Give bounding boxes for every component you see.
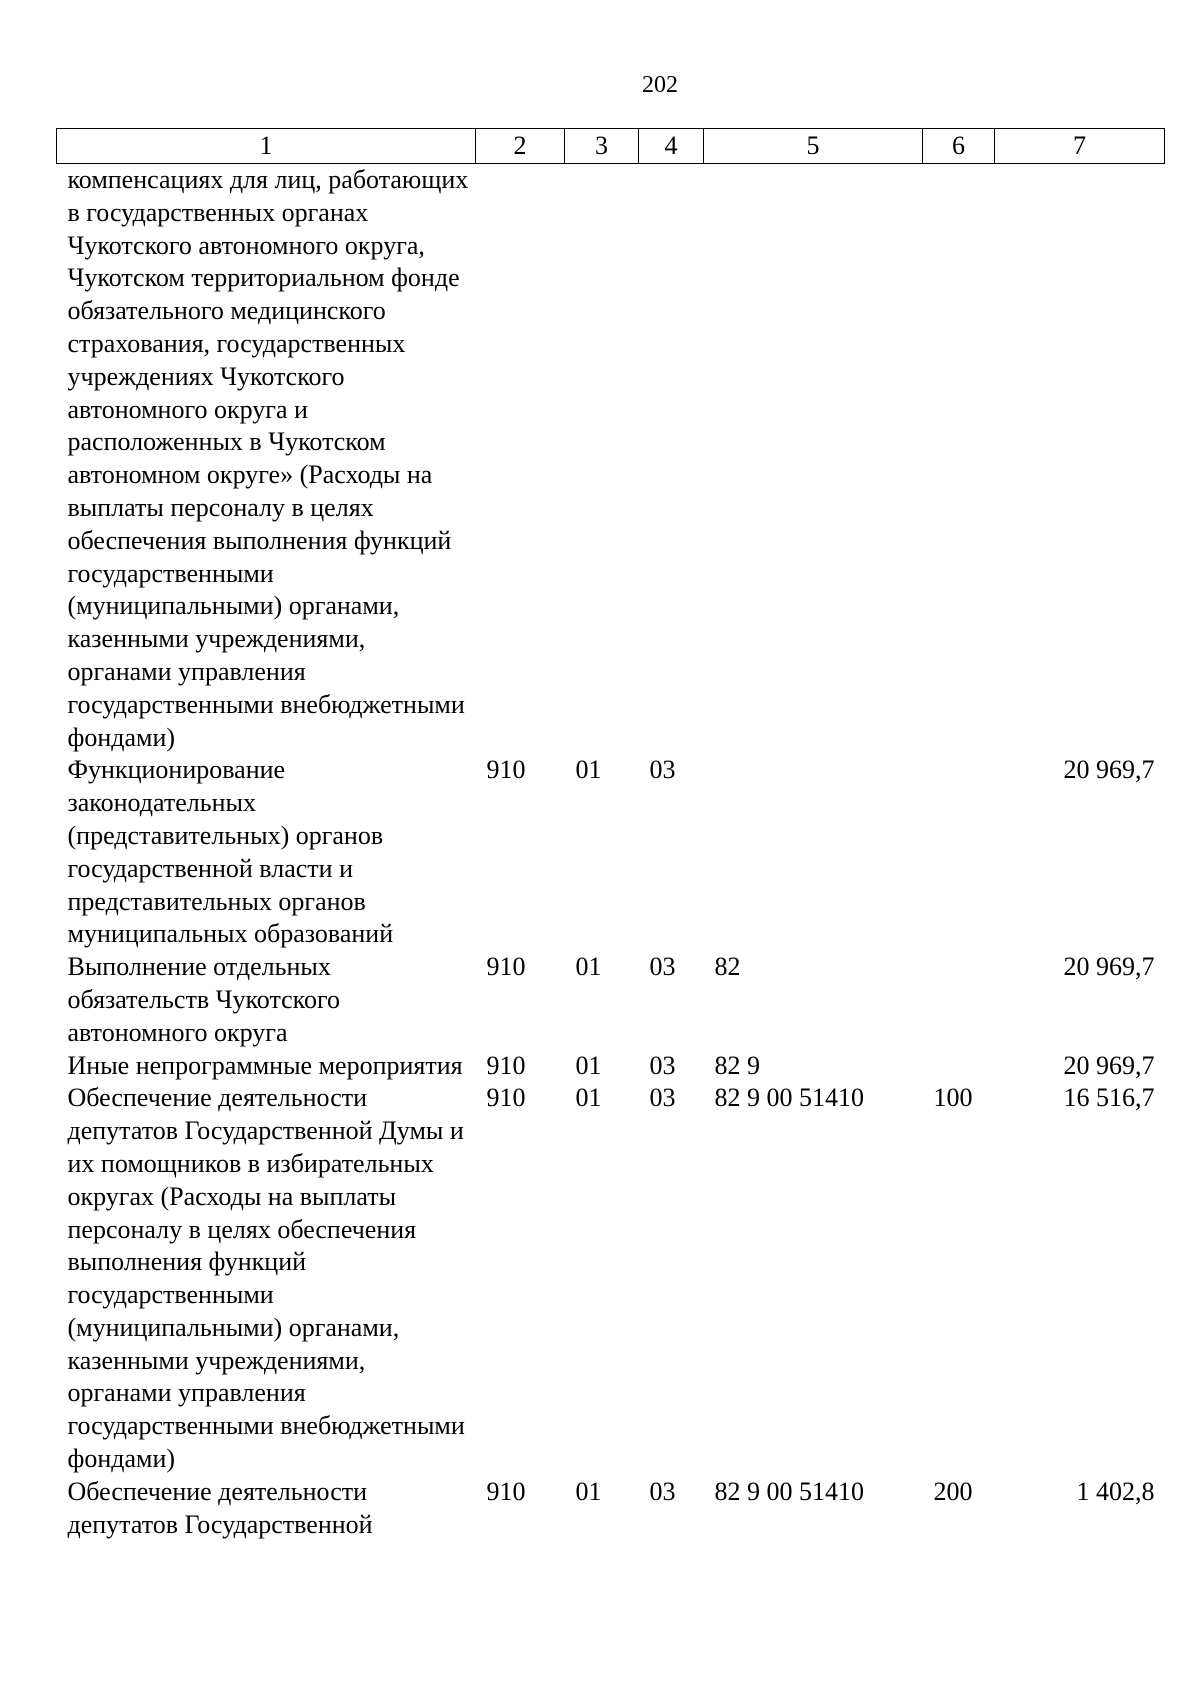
row-name: Обеспечение деятельности депутатов Государственной Думы и их помощников в избирательных округах (Расходы на выплаты персоналу в целях обеспечения выполнения функций государственными (муниципальными) органами, казенными учреждениями, органами управления государственными внебюджетными фондами) (67, 1083, 465, 1474)
column-header-3: 3 (565, 129, 639, 164)
row-name: Выполнение отдельных обязательств Чукотского автономного округа (67, 952, 341, 1047)
column-header-4: 4 (639, 129, 704, 164)
row-ministry-code: 910 (486, 1476, 526, 1506)
column-header-2: 2 (476, 129, 565, 164)
row-target-article: 82 9 00 51410 (714, 1476, 864, 1506)
column-header-7: 7 (995, 129, 1165, 164)
row-target-article: 82 9 (714, 1050, 760, 1080)
row-section-code (565, 164, 639, 755)
row-subsection-code: 03 (649, 1083, 676, 1113)
row-subsection-code: 03 (649, 952, 676, 982)
row-subsection-code: 03 (649, 755, 676, 785)
table-row (57, 1082, 1165, 1476)
row-ministry-code: 910 (486, 755, 526, 785)
row-section-code: 01 (575, 1476, 602, 1506)
row-amount: 20 969,7 (1063, 952, 1155, 982)
column-header-5: 5 (704, 129, 923, 164)
row-ministry-code: 910 (486, 1083, 526, 1113)
budget-table (56, 128, 1165, 1541)
row-target-article (704, 754, 923, 951)
row-expense-type (923, 754, 995, 951)
row-name: Функционирование законодательных (представительных) органов государственной власти и представительных органов муниципальных образований (67, 755, 394, 949)
column-header-6: 6 (923, 129, 995, 164)
row-amount: 1 402,8 (1076, 1476, 1155, 1506)
row-expense-type (923, 951, 995, 1049)
table-row (57, 1476, 1165, 1542)
row-section-code: 01 (575, 952, 602, 982)
row-ministry-code: 910 (486, 1050, 526, 1080)
row-amount (995, 164, 1165, 755)
row-target-article: 82 (714, 952, 741, 982)
table-row (57, 164, 1165, 755)
table-row (57, 754, 1165, 951)
row-expense-type (923, 1050, 995, 1083)
row-amount: 16 516,7 (1063, 1083, 1155, 1113)
row-subsection-code: 03 (649, 1050, 676, 1080)
row-subsection-code (639, 164, 704, 755)
row-ministry-code (476, 164, 565, 755)
row-expense-type (923, 164, 995, 755)
row-name: Обеспечение деятельности депутатов Государственной (67, 1476, 373, 1539)
page-number: 202 (642, 72, 678, 98)
column-header-1: 1 (57, 129, 476, 164)
row-section-code: 01 (575, 1083, 602, 1113)
row-section-code: 01 (575, 755, 602, 785)
row-expense-type: 200 (933, 1476, 973, 1506)
table-row (57, 951, 1165, 1049)
row-expense-type: 100 (933, 1083, 973, 1113)
row-section-code: 01 (575, 1050, 602, 1080)
row-amount: 20 969,7 (1063, 755, 1155, 785)
row-subsection-code: 03 (649, 1476, 676, 1506)
table-row (57, 1050, 1165, 1083)
row-amount: 20 969,7 (1063, 1050, 1155, 1080)
row-target-article (704, 164, 923, 755)
row-ministry-code: 910 (486, 952, 526, 982)
row-name: компенсациях для лиц, работающих в государственных органах Чукотского автономного округа, Чукотском территориальном фонде обязательного медицинского страхования, государственных учреждениях Чукотского автономного округа и расположенных в Чукотском автономном округе» (Расходы на выплаты персоналу в целях обеспечения выполнения функций государственными (муниципальными) органами, казенными учреждениями, органами управления государственными внебюджетными фондами) (67, 165, 469, 752)
row-name: Иные непрограммные мероприятия (67, 1050, 463, 1080)
table-header-row (57, 129, 1165, 164)
row-target-article: 82 9 00 51410 (714, 1083, 864, 1113)
